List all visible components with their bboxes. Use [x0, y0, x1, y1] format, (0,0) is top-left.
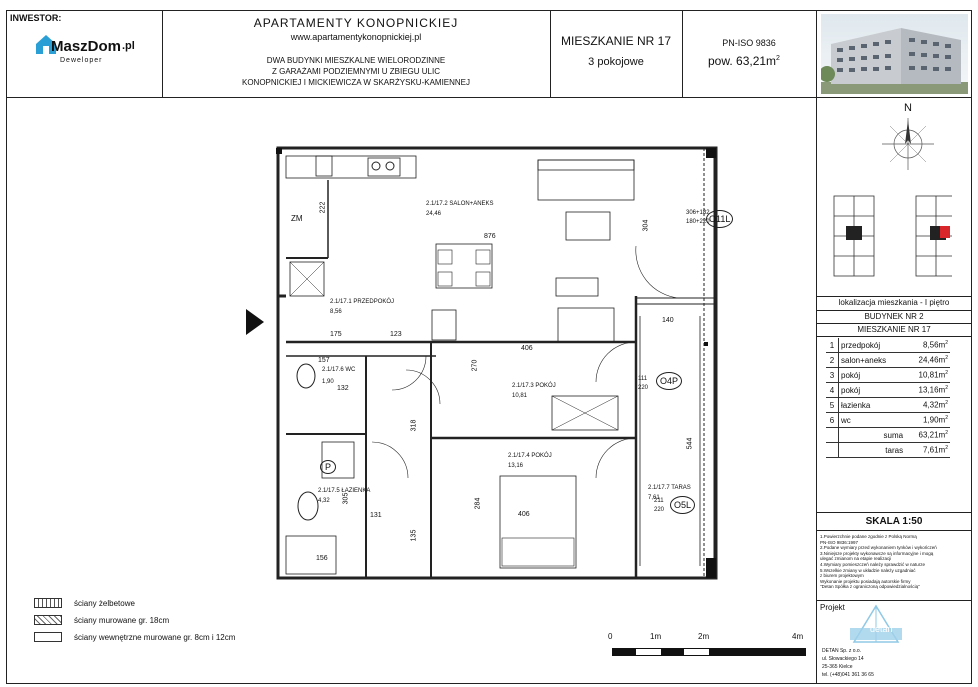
- logo-sub: Deweloper: [60, 57, 103, 64]
- sum-label: suma: [839, 428, 906, 443]
- area-row: [826, 368, 950, 383]
- note-line: "Detan Spółka z ograniczoną odpowiedzialnością": [820, 584, 920, 590]
- hall-area: 8,56: [330, 309, 342, 315]
- area-row-name: pokój: [839, 368, 906, 383]
- hall-code: 2.1/17.1 PRZEDPOKÓJ: [330, 299, 395, 305]
- room3-area: 10,81: [512, 393, 528, 399]
- win-dim-3: 111: [638, 376, 648, 382]
- room3-code: 2.1/17.3 POKÓJ: [512, 383, 556, 389]
- note-line: Wykonanie projektu posiadają autorskie firmy: [820, 578, 911, 584]
- scale-tick-1: 1m: [650, 632, 662, 641]
- header-divider: [6, 97, 972, 98]
- dim-140: 140: [662, 317, 674, 324]
- designer-city: 25-365 Kielce: [822, 664, 853, 670]
- designer-name: DETAN Sp. z o.o.: [822, 648, 862, 654]
- legend-row-3: [34, 632, 235, 642]
- area-row-number: 3: [826, 368, 839, 383]
- dim-175: 175: [330, 331, 342, 338]
- scale-label: SKALA 1:50: [865, 516, 923, 527]
- investor-logo: [34, 30, 144, 68]
- location-building: BUDYNEK NR 2: [864, 312, 924, 321]
- zm-label: ZM: [291, 214, 303, 223]
- apartment-area-value: pow. 63,21m: [708, 54, 777, 68]
- legend-swatch-1: [34, 598, 62, 608]
- legend-row-1: [34, 598, 135, 608]
- dim-270: 270: [471, 359, 479, 372]
- area-row: [826, 338, 950, 353]
- note-line: 4.Wymiary pomieszczeń należy sprawdzić w naturze: [820, 561, 925, 567]
- dim-135: 135: [410, 529, 418, 542]
- dim-131: 131: [370, 512, 382, 519]
- area-row-value-text: 8,56m: [922, 340, 946, 350]
- area-row-number: 1: [826, 338, 839, 353]
- area-row-value-text: 10,81m: [918, 370, 946, 380]
- compass-icon: [880, 116, 936, 172]
- note-line: 1.Powierzchnie podane zgodnie z Polską Normą: [820, 534, 917, 539]
- investor-label: INWESTOR:: [10, 13, 62, 23]
- area-row-value-text: 4,32m: [922, 400, 946, 410]
- area-row-value: $24,46m^2$: [905, 353, 950, 368]
- room4-code: 2.1/17.4 POKÓJ: [508, 453, 552, 459]
- dim-284: 284: [474, 497, 482, 510]
- dim-156: 156: [316, 555, 328, 562]
- designer-label: Projekt: [820, 603, 845, 612]
- area-row-number: 5: [826, 398, 839, 413]
- area-row-name: pokój: [839, 383, 906, 398]
- window-tag-1: O11L: [706, 210, 733, 228]
- area-row-number: 2: [826, 353, 839, 368]
- legend-label-3: ściany wewnętrzne murowane gr. 8cm i 12cm: [74, 632, 236, 642]
- logo-text: MaszDom: [51, 38, 122, 55]
- legend-row-2: [34, 615, 169, 625]
- dim-304: 304: [642, 219, 650, 232]
- logo-suffix: .pl: [122, 40, 135, 52]
- project-url: www.apartamentykonopnickiej.pl: [290, 32, 422, 42]
- dim-305: 305: [342, 492, 350, 505]
- area-row: [826, 383, 950, 398]
- area-row-value: $10,81m^2$: [905, 368, 950, 383]
- location-apartment: MIESZKANIE NR 17: [857, 325, 931, 334]
- scale-bar: [612, 648, 806, 656]
- terrace-area: 7,61: [648, 495, 660, 501]
- dim-157: 157: [318, 357, 330, 364]
- project-desc-3: KONOPNICKIEJ I MICKIEWICZA W SKARŻYSKU-KAMIENNEJ: [241, 78, 471, 87]
- area-row-value-text: 1,90m: [922, 415, 946, 425]
- loc-divider-3: [816, 323, 972, 324]
- win-dim-6: 220: [654, 507, 665, 513]
- note-line: 5.Wszelkie zmiany w układzie należy uzgadniać: [820, 567, 916, 573]
- apartment-area-sup: 2: [776, 55, 780, 62]
- legend-swatch-2: [34, 615, 62, 625]
- project-title: APARTAMENTY KONOPNICKIEJ: [253, 16, 459, 30]
- dim-544: 544: [686, 437, 694, 450]
- side-panel-divider: [816, 10, 817, 684]
- location-key-plan: [832, 192, 952, 282]
- salon-code: 2.1/17.2 SALON+ANEKS: [426, 201, 494, 207]
- area-row-value-text: 13,16m: [918, 385, 946, 395]
- floor-plan: [276, 146, 720, 580]
- note-line: 2.Podane wymiary przed wykonaniem tynków i wykończeń: [820, 545, 937, 551]
- area-row-value: $4,32m^2$: [905, 398, 950, 413]
- area-row: [826, 353, 950, 368]
- note-line: 3.Niniejsze projekty wykonawcze są informacyjne i mogą: [820, 550, 934, 556]
- win-dim-4: 220: [638, 385, 649, 391]
- area-row-value: $8,56m^2$: [905, 338, 950, 353]
- entrance-arrow-icon: [246, 309, 264, 335]
- sum-value: $63,21m^2$: [905, 428, 950, 443]
- bath-code: 2.1/17.5 ŁAZIENKA: [318, 488, 371, 494]
- area-row-name: wc: [839, 413, 906, 428]
- project-desc-1: DWA BUDYNKI MIESZKALNE WIELORODZINNE: [266, 56, 446, 65]
- terrace-value-text: 7,61m: [922, 445, 946, 455]
- dim-406a: 406: [521, 345, 533, 352]
- area-row-value: $1,90m^2$: [905, 413, 950, 428]
- window-tag-3: O5L: [670, 496, 695, 514]
- designer-tel: tel. (+48)041 361 36 65: [822, 672, 874, 678]
- salon-area: 24,46: [426, 211, 442, 217]
- wc-area: 1,90: [322, 379, 334, 385]
- loc-divider-4: [816, 336, 972, 337]
- apartment-rooms: 3 pokojowe: [588, 56, 644, 68]
- header-divider-2: [550, 10, 551, 97]
- wc-code: 2.1/17.6 WC: [322, 367, 356, 373]
- area-row-number: 4: [826, 383, 839, 398]
- area-row-name: przedpokój: [839, 338, 906, 353]
- scale-divider: [816, 512, 972, 513]
- designer-street: ul. Słowackiego 14: [822, 656, 864, 662]
- win-dim-1: 306+182: [686, 210, 710, 216]
- note-line: PN-ISO 9836:1997: [820, 539, 859, 545]
- loc-divider-2: [816, 310, 972, 311]
- header-divider-3: [682, 10, 683, 97]
- area-table: [826, 338, 950, 458]
- area-row: [826, 413, 950, 428]
- note-line: z biurem projektowym: [820, 573, 864, 579]
- north-label: N: [904, 102, 912, 114]
- room4-area: 13,16: [508, 463, 524, 469]
- dim-406b: 406: [518, 511, 530, 518]
- apartment-area: [708, 54, 780, 68]
- area-row-number: 6: [826, 413, 839, 428]
- scale-tick-2: 2m: [698, 632, 710, 641]
- norm-label: PN-ISO 9836: [722, 38, 776, 48]
- designer-divider: [816, 600, 972, 601]
- terrace-row: [826, 443, 950, 458]
- win-dim-2: 180+220: [686, 219, 710, 225]
- window-tag-2: O4P: [656, 372, 682, 390]
- legend-label-1: ściany żelbetowe: [74, 598, 135, 608]
- location-title: lokalizacja mieszkania - I piętro: [838, 298, 950, 307]
- notes-block: [820, 534, 968, 590]
- dim-123: 123: [390, 331, 402, 338]
- area-row: [826, 398, 950, 413]
- scale-tick-4: 4m: [792, 632, 804, 641]
- p-label: P: [320, 460, 336, 474]
- sum-row: [826, 428, 950, 443]
- building-render: [821, 14, 968, 94]
- sum-value-text: 63,21m: [918, 430, 946, 440]
- win-dim-5: 211: [654, 498, 664, 504]
- dim-222: 222: [319, 201, 327, 214]
- designer-logo-text: detan: [870, 624, 893, 634]
- area-row-value: $13,16m^2$: [905, 383, 950, 398]
- dim-318: 318: [410, 419, 418, 432]
- area-row-value-text: 24,46m: [918, 355, 946, 365]
- note-line: ulegać zmianom na etapie realizacji: [820, 556, 892, 562]
- project-desc-2: Z GARAŻAMI PODZIEMNYMI U ZBIEGU ULIC: [271, 67, 440, 76]
- dim-132: 132: [337, 385, 349, 392]
- terrace-value: $7,61m^2$: [905, 443, 950, 458]
- terrace-code: 2.1/17.7 TARAS: [648, 485, 691, 491]
- terrace-label: taras: [839, 443, 906, 458]
- area-row-name: łazienka: [839, 398, 906, 413]
- scale-tick-0: 0: [608, 632, 613, 641]
- legend-swatch-3: [34, 632, 62, 642]
- notes-divider: [816, 530, 972, 531]
- dim-876: 876: [484, 233, 496, 240]
- loc-divider: [816, 296, 972, 297]
- area-row-name: salon+aneks: [839, 353, 906, 368]
- legend-label-2: ściany murowane gr. 18cm: [74, 615, 170, 625]
- bath-area: 4,32: [318, 498, 330, 504]
- apartment-title: MIESZKANIE NR 17: [560, 34, 672, 48]
